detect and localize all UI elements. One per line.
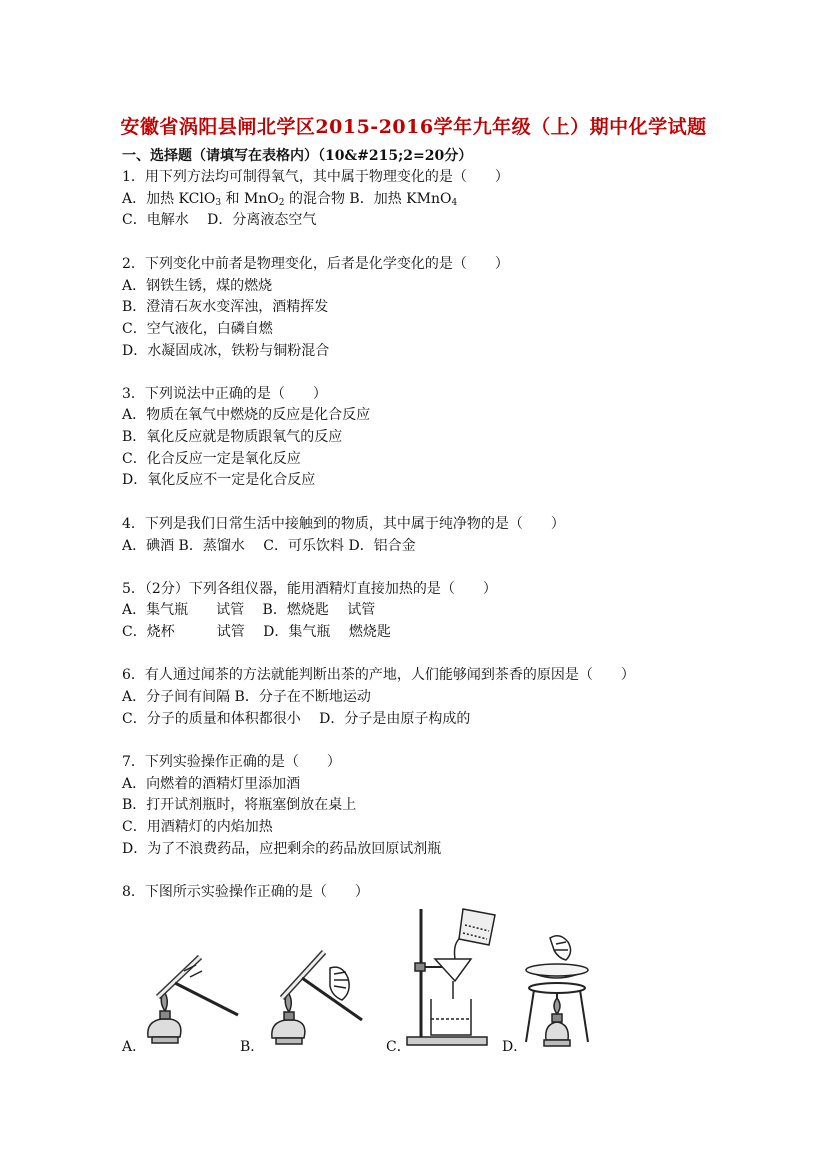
question-5-stem: 5．（2分）下列各组仪器，能用酒精灯直接加热的是（ ） [122,581,497,597]
question-3-option-d: D．氧化反应不一定是化合反应 [122,472,316,488]
question-1-stem: 1．用下列方法均可制得氧气，其中属于物理变化的是（ ） [122,169,509,185]
figure-a-heating-test-tube [140,945,245,1050]
figure-label-d: D． [502,1039,528,1055]
question-2-option-b: B．澄清石灰水变浑浊，酒精挥发 [122,299,329,315]
figure-label-a: A． [122,1039,147,1055]
question-8-stem: 8．下图所示实验操作正确的是（ ） [122,884,369,900]
figure-d-evaporation [520,930,595,1052]
question-6-options-ab: A．分子间有间隔 B．分子在不断地运动 [122,689,371,705]
question-3-option-c: C．化合反应一定是氧化反应 [122,451,301,467]
question-7-option-a: A．向燃着的酒精灯里添加酒 [122,776,301,792]
question-2-option-a: A．钢铁生锈，煤的燃烧 [122,278,273,294]
question-3-option-b: B．氧化反应就是物质跟氧气的反应 [122,429,343,445]
figure-c-filtration [405,905,510,1050]
figure-label-c: C． [386,1039,411,1055]
question-7-stem: 7．下列实验操作正确的是（ ） [122,754,341,770]
question-7-option-d: D．为了不浪费药品，应把剩余的药品放回原试剂瓶 [122,841,442,857]
question-1-options-cd: C．电解水 D．分离液态空气 [122,212,317,228]
figure-label-b: B． [240,1039,265,1055]
question-3-option-a: A．物质在氧气中燃烧的反应是化合反应 [122,407,371,423]
question-4-stem: 4．下列是我们日常生活中接触到的物质，其中属于纯净物的是（ ） [122,516,565,532]
question-2-stem: 2．下列变化中前者是物理变化，后者是化学变化的是（ ） [122,256,509,272]
question-7-option-c: C．用酒精灯的内焰加热 [122,819,273,835]
question-5-options-cd: C．烧杯 试管 D．集气瓶 燃烧匙 [122,624,391,640]
question-4-options: A．碘酒 B．蒸馏水 C．可乐饮料 D．铝合金 [122,538,416,554]
question-3-stem: 3．下列说法中正确的是（ ） [122,386,327,402]
question-5-options-ab: A．集气瓶 试管 B．燃烧匙 试管 [122,602,376,618]
question-6-stem: 6．有人通过闻茶的方法就能判断出茶的产地，人们能够闻到茶香的原因是（ ） [122,667,635,683]
figure-b-handheld-test-tube [262,938,370,1050]
question-1-options-ab: A．加热 KClO$_3$ 和 MnO$_2$ 的混合物 B．加热 KMnO$_4$ [122,191,458,208]
page-title: 安徽省涡阳县闸北学区2015-2016学年九年级（上）期中化学试题 [120,116,707,138]
question-7-option-b: B．打开试剂瓶时，将瓶塞倒放在桌上 [122,797,357,813]
question-2-option-d: D．水凝固成冰，铁粉与铜粉混合 [122,343,330,359]
section-heading: 一、选择题（请填写在表格内）（10&#215;2=20分） [122,148,473,164]
question-2-option-c: C．空气液化，白磷自燃 [122,321,273,337]
question-6-options-cd: C．分子的质量和体积都很小 D．分子是由原子构成的 [122,711,471,727]
